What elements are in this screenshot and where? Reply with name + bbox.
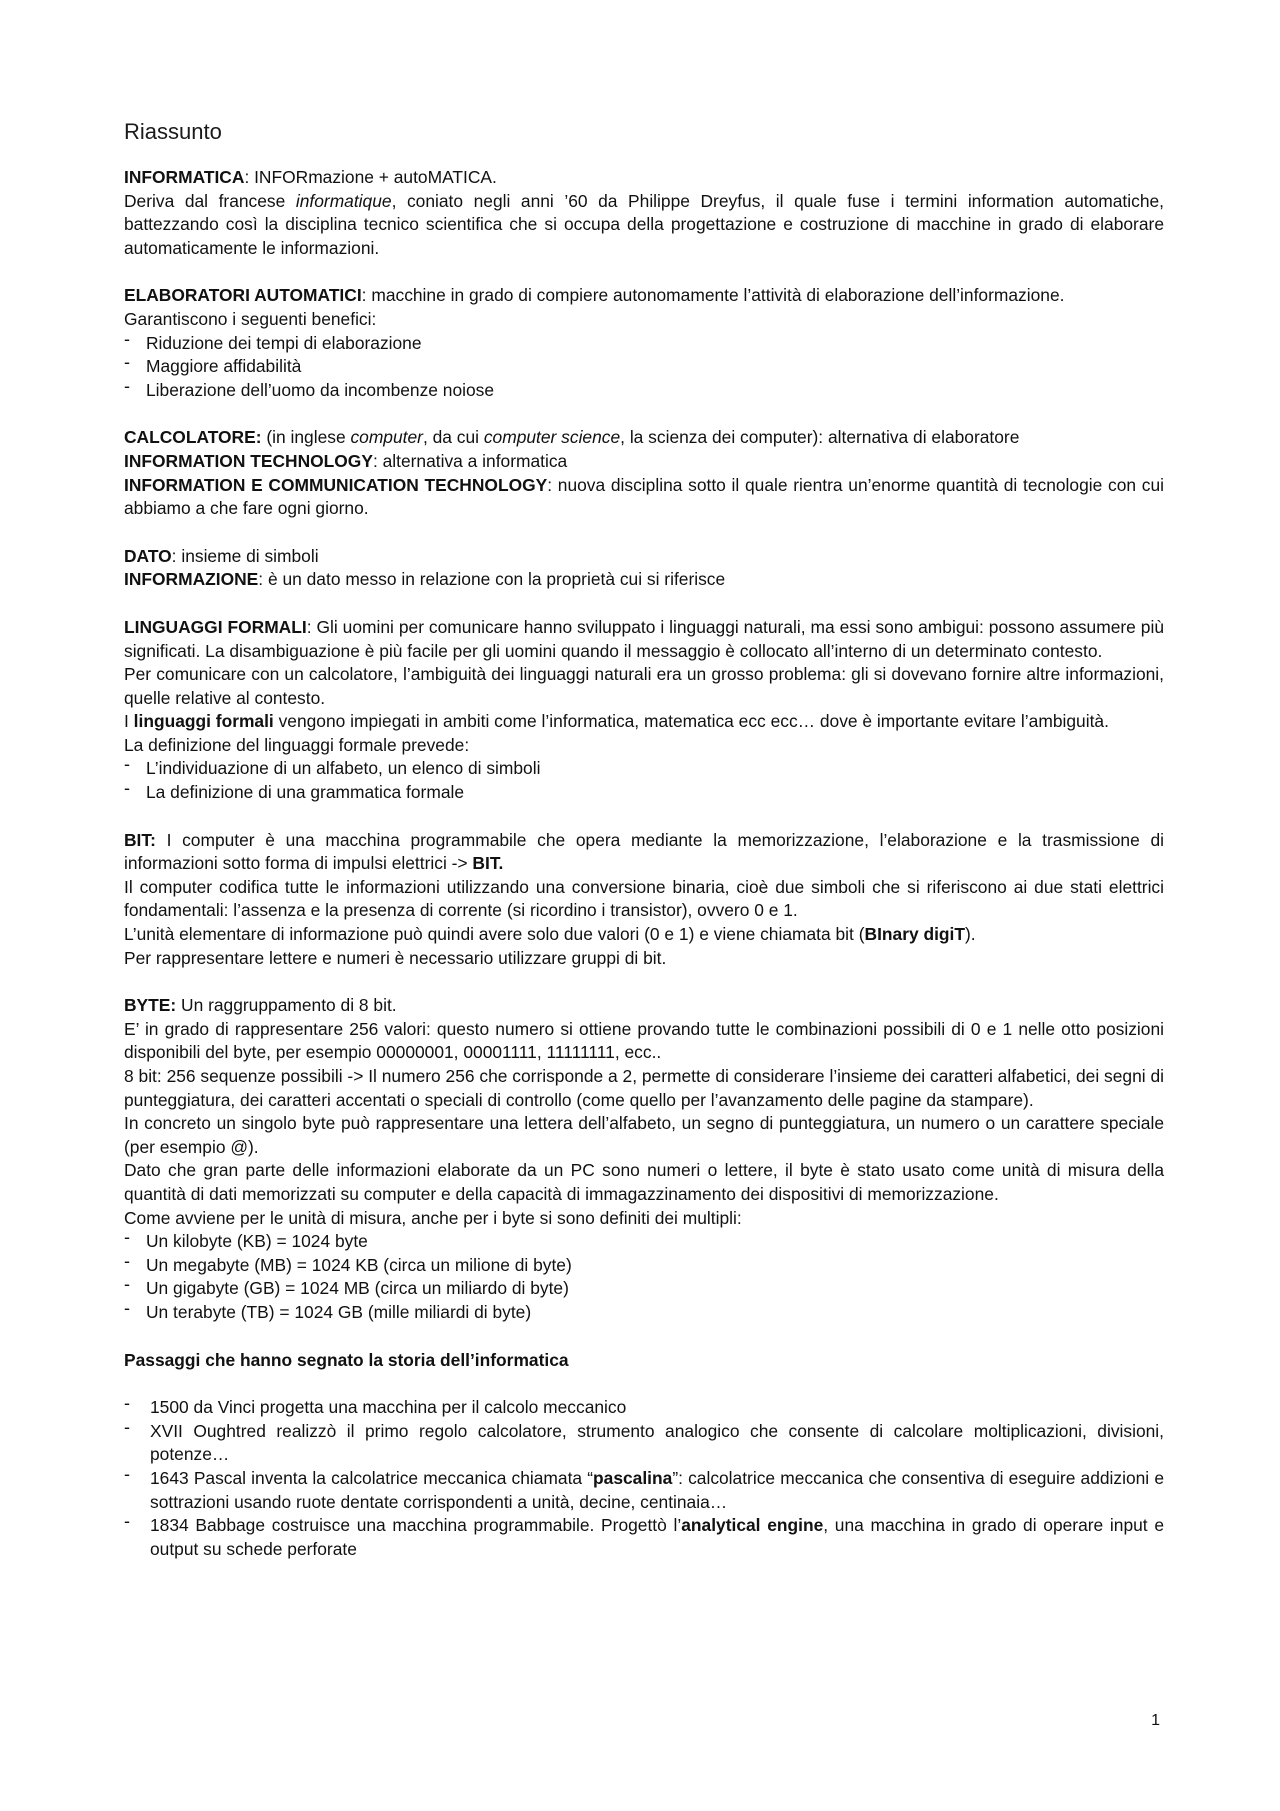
benefits-list	[124, 332, 1164, 403]
dato-definition: DATO: insieme di simboli	[124, 545, 319, 566]
list-item: - La definizione di una grammatica formale	[124, 781, 1164, 805]
list-item: - L’individuazione di un alfabeto, un elenco di simboli	[124, 757, 1164, 781]
list-item: - Un terabyte (TB) = 1024 GB (mille miliardi di byte)	[124, 1301, 1164, 1325]
term-calcolatore: CALCOLATORE:	[124, 427, 262, 448]
byte-paragraph: Dato che gran parte delle informazioni elaborate da un PC sono numeri o lettere, il byte è stato usato come unità di misura della quantità di dati memorizzati su computer e della capacità di immagazzinamento dei dispositivi di memorizzazione.	[124, 1160, 1164, 1204]
informatica-definition: INFORMATICA: INFORmazione + autoMATICA.	[124, 167, 497, 187]
linguaggi-paragraph: Per comunicare con un calcolatore, l’ambiguità dei linguaggi naturali era un grosso problema: gli si dovevano fornire altre informazioni, quelle relative al contesto.	[124, 664, 1164, 708]
term-ict: INFORMATION E COMMUNICATION TECHNOLOGY	[124, 474, 548, 495]
term-dato: DATO	[124, 545, 172, 566]
byte-definition: BYTE: Un raggruppamento di 8 bit.	[124, 995, 397, 1016]
calcolatore-definition: CALCOLATORE: (in inglese computer, da cui computer science, la scienza dei computer): alternativa di elaboratore	[124, 427, 1020, 448]
byte-multiples-list	[124, 1230, 1164, 1324]
list-item: - 1500 da Vinci progetta una macchina per il calcolo meccanico	[124, 1396, 1164, 1420]
ict-definition: INFORMATION E COMMUNICATION TECHNOLOGY: nuova disciplina sotto il quale rientra un’enorme quantità di tecnologie con cui abbiamo a che fare ogni giorno.	[124, 474, 1164, 519]
elaboratori-definition: ELABORATORI AUTOMATICI: macchine in grado di compiere autonomamente l’attività di elaborazione dell’informazione.	[124, 285, 1065, 306]
list-item: - Liberazione dell’uomo da incombenze noiose	[124, 379, 1164, 403]
history-heading: Passaggi che hanno segnato la storia dell’informatica	[124, 1349, 569, 1370]
linguaggi-paragraph: La definizione del linguaggi formale prevede:	[124, 734, 470, 755]
term-it: INFORMATION TECHNOLOGY	[124, 450, 373, 471]
list-item: - XVII Oughtred realizzò il primo regolo calcolatore, strumento analogico che consente di calcolare moltiplicazioni, divisioni, potenze…	[124, 1420, 1164, 1467]
linguaggi-definition: LINGUAGGI FORMALI: Gli uomini per comunicare hanno sviluppato i linguaggi naturali, ma essi sono ambigui: possono assumere più significati. La disambiguazione è più facile per gli uomini quando il messaggio è collocato all’interno di un determinato contesto.	[124, 616, 1164, 661]
list-item: - Un megabyte (MB) = 1024 KB (circa un milione di byte)	[124, 1254, 1164, 1278]
list-item: - Un kilobyte (KB) = 1024 byte	[124, 1230, 1164, 1254]
document-title: Riassunto	[124, 119, 222, 144]
page-number: 1	[1151, 1712, 1160, 1729]
bit-definition: BIT: I computer è una macchina programmabile che opera mediante la memorizzazione, l’elaborazione e la trasmissione di informazioni sotto forma di impulsi elettrici -> BIT.	[124, 829, 1164, 874]
list-item: - Un gigabyte (GB) = 1024 MB (circa un miliardo di byte)	[124, 1277, 1164, 1301]
list-item: - Riduzione dei tempi di elaborazione	[124, 332, 1164, 356]
bit-paragraph: L’unità elementare di informazione può quindi avere solo due valori (0 e 1) e viene chiamata bit (BInary digiT).	[124, 924, 976, 945]
informazione-definition: INFORMAZIONE: è un dato messo in relazione con la proprietà cui si riferisce	[124, 569, 726, 590]
document-page	[124, 118, 1164, 1561]
linguaggi-paragraph: I linguaggi formali vengono impiegati in ambiti come l’informatica, matematica ecc ecc… dove è importante evitare l’ambiguità.	[124, 711, 1109, 732]
list-item: - 1643 Pascal inventa la calcolatrice meccanica chiamata “pascalina”: calcolatrice meccanica che consentiva di eseguire addizioni e sottrazioni usando ruote dentate corrispondenti a unità, decine, centinaia…	[124, 1467, 1164, 1514]
history-list	[124, 1396, 1164, 1561]
term-byte: BYTE:	[124, 995, 177, 1016]
byte-paragraph: 8 bit: 256 sequenze possibili -> Il numero 256 che corrisponde a 2, permette di considerare l’insieme dei caratteri alfabetici, dei segni di punteggiatura, dei caratteri accentati o speciali di controllo (come quello per l’avanzamento delle pagine da stampare).	[124, 1066, 1164, 1110]
bit-paragraph: Il computer codifica tutte le informazioni utilizzando una conversione binaria, cioè due simboli che si riferiscono ai due stati elettrici fondamentali: l’assenza e la presenza di corrente (si ricordino i transistor), ovvero 0 e 1.	[124, 876, 1164, 921]
byte-paragraph: E’ in grado di rappresentare 256 valori: questo numero si ottiene provando tutte le combinazioni possibili di 0 e 1 nelle otto posizioni disponibili del byte, per esempio 00000001, 00001111, 11111111, ecc..	[124, 1018, 1164, 1063]
list-item: - Maggiore affidabilità	[124, 355, 1164, 379]
term-elaboratori: ELABORATORI AUTOMATICI	[124, 285, 362, 306]
elaboratori-intro: Garantiscono i seguenti benefici:	[124, 308, 377, 329]
informatica-origin: Deriva dal francese informatique, coniato negli anni ’60 da Philippe Dreyfus, il quale fuse i termini information automatiche, battezzando così la disciplina tecnico scientifica che si occupa della progettazione e costruzione di macchine in grado di elaborare automaticamente le informazioni.	[124, 190, 1164, 258]
bit-paragraph: Per rappresentare lettere e numeri è necessario utilizzare gruppi di bit.	[124, 947, 667, 968]
term-bit: BIT:	[124, 829, 156, 850]
linguaggi-list	[124, 757, 1164, 804]
term-linguaggi: LINGUAGGI FORMALI	[124, 616, 307, 637]
list-item: - 1834 Babbage costruisce una macchina programmabile. Progettò l’analytical engine, una macchina in grado di operare input e output su schede perforate	[124, 1514, 1164, 1561]
term-informazione: INFORMAZIONE	[124, 569, 259, 590]
it-definition: INFORMATION TECHNOLOGY: alternativa a informatica	[124, 450, 568, 471]
byte-paragraph: In concreto un singolo byte può rappresentare una lettera dell’alfabeto, un segno di punteggiatura, un numero o un carattere speciale (per esempio @).	[124, 1113, 1164, 1157]
byte-paragraph: Come avviene per le unità di misura, anche per i byte si sono definiti dei multipli:	[124, 1207, 742, 1228]
term-informatica: INFORMATICA	[124, 167, 245, 187]
